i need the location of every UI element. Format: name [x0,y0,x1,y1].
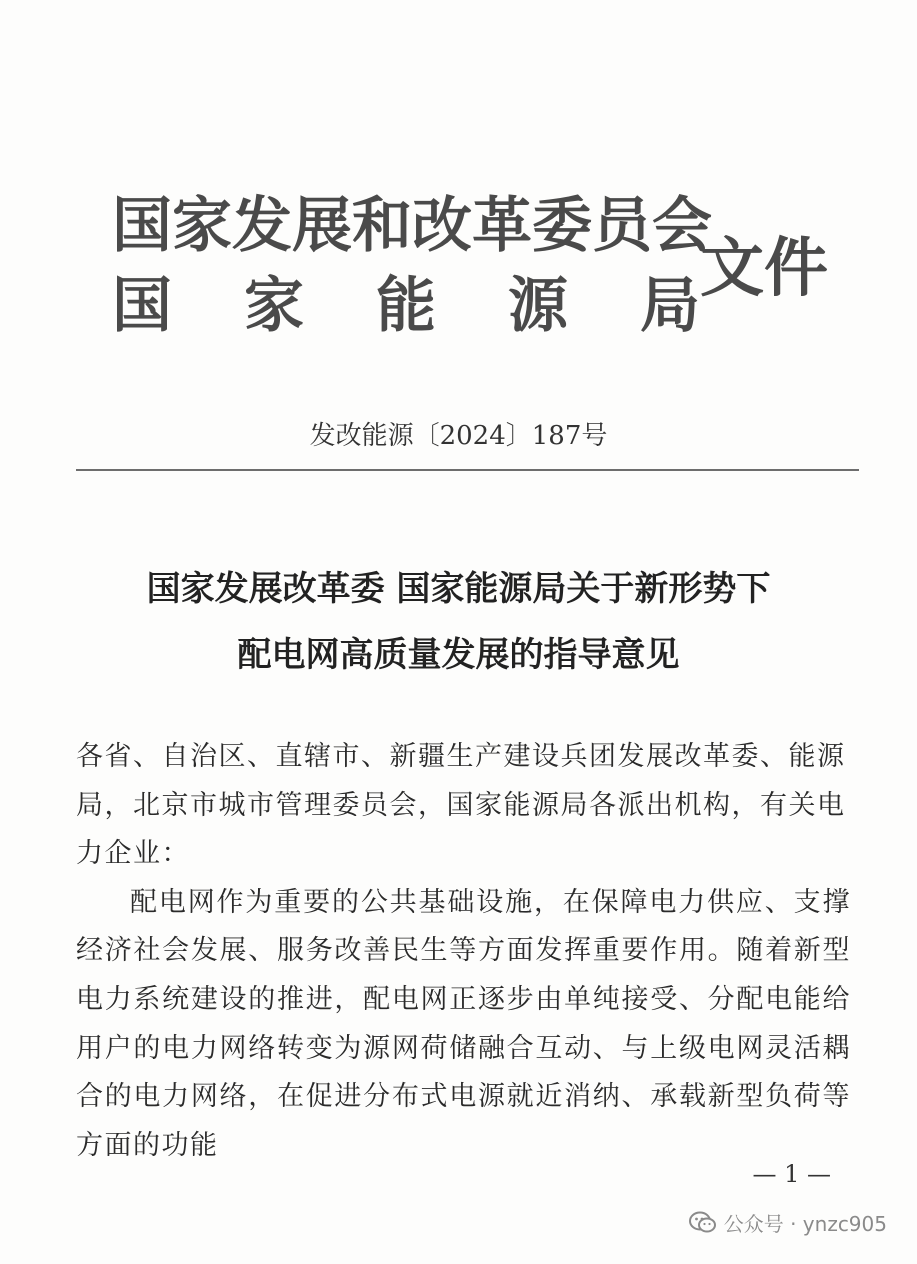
title-line-2: 配电网高质量发展的指导意见 [237,635,680,675]
doc-number: 发改能源〔2024〕187号 [309,421,608,451]
watermark [688,1208,887,1237]
header-divider [76,469,859,471]
addressees: 各省、自治区、直辖市、新疆生产建设兵团发展改革委、能源局，北京市城市管理委员会，国家能源局各派出机构，有关电力企业： [76,741,846,870]
issuer-line-1: 国家发展和改革委员会 [112,191,712,261]
wechat-icon [688,1210,718,1236]
watermark-text: 公众号 · ynzc905 [723,1212,887,1236]
doc-type-label: 文件 [700,232,828,306]
issuer-line-2: 国家能源局 [112,271,772,341]
page-number: — 1 — [752,1160,831,1188]
document-body [76,733,851,1170]
paragraph-1: 配电网作为重要的公共基础设施，在保障电力供应、支撑经济社会发展、服务改善民生等方面发挥重要作用。随着新型电力系统建设的推进，配电网正逐步由单纯接受、分配电能给用户的电力网络转变为源网荷储融合互动、与上级电网灵活耦合的电力网络，在促进分布式电源就近消纳、承载新型负荷等方面的功能 [76,886,851,1161]
title-line-1: 国家发展改革委 国家能源局关于新形势下 [146,569,771,609]
